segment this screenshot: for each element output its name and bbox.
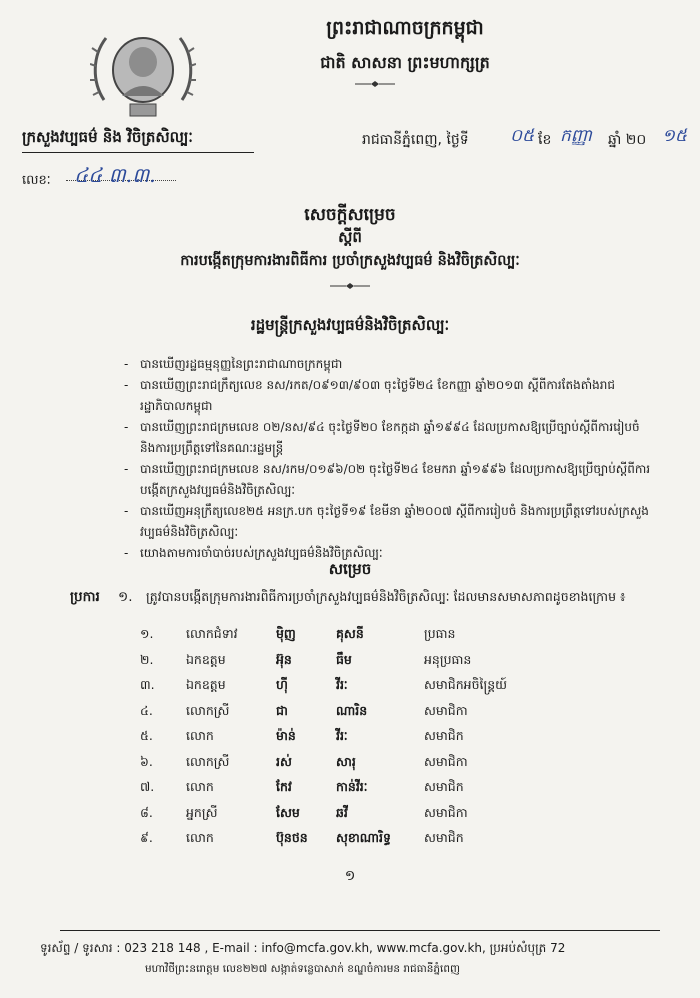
member-given-name: កាន់វីរៈ [336, 779, 368, 794]
ornament-divider [355, 80, 395, 88]
recital-item: - បានឃើញព្រះរាជក្រមលេខ នស/រកម/០១៩៦/០២ ចុះថ្ងៃទី២៤ ខែមករា ឆ្នាំ១៩៩៦ ដែលប្រកាសឱ្យប្រើច្បាប់ស្តីពីការបង្កើតក្រសួងវប្បធម៌និងវិចិត្រសិល្បៈ [118, 459, 658, 501]
recital-item: - បានឃើញរដ្ឋធម្មនុញ្ញនៃព្រះរាជាណាចក្រកម្ពុជា [118, 354, 658, 375]
dateline [362, 130, 469, 151]
member-role: សមាជិក [424, 779, 464, 794]
member-number: ២. [140, 651, 154, 667]
article-number: ១. [118, 589, 133, 605]
decision-subtitle: ស្តីពី [338, 228, 362, 246]
member-family-name: ជា [276, 702, 288, 718]
decides-heading: សម្រេច [328, 560, 372, 578]
recital-item: - បានឃើញព្រះរាជក្រមលេខ ០២/នស/៩៤ ចុះថ្ងៃទី២០ ខែកក្កដា ឆ្នាំ១៩៩៤ ដែលប្រកាសឱ្យប្រើច្បាប់ស្តីពីការរៀបចំ និងការប្រព្រឹត្តទៅនៃគណៈរដ្ឋមន្ត្រី [118, 417, 658, 459]
article-text: ត្រូវបានបង្កើតក្រុមការងារពិធីការប្រចាំក្រសួងវប្បធម៌និងវិចិត្រសិល្បៈ ដែលមានសមាសភាពដូចខាងក្រោម ៖ [146, 589, 626, 604]
member-family-name: កែវ [276, 779, 292, 794]
member-number: ៦. [140, 753, 153, 769]
member-title: លោកស្រី [186, 702, 230, 718]
page-number: ១ [344, 868, 356, 884]
minister-heading: រដ្ឋមន្ត្រីក្រសួងវប្បធម៌និងវិចិត្រសិល្បៈ [250, 316, 450, 334]
member-given-name: សុខាណារិទ្ធ [336, 830, 391, 845]
date-year-suffix: ១៥ [662, 126, 687, 146]
member-family-name: ម៉ិញ [276, 626, 296, 641]
member-role: សមាជិកា [424, 753, 468, 769]
member-title: ឯកឧត្តម [186, 651, 226, 667]
national-motto: ជាតិ សាសនា ព្រះមហាក្សត្រ [320, 53, 490, 72]
member-number: ៧. [140, 779, 155, 794]
article-label: ប្រការ [70, 589, 100, 605]
member-title: លោក [186, 830, 214, 845]
member-number: ៩. [140, 830, 153, 845]
member-role: សមាជិកា [424, 804, 468, 820]
member-number: ១. [140, 626, 154, 641]
member-number: ៤. [140, 702, 153, 718]
date-year-label: ឆ្នាំ ២០ [608, 132, 647, 148]
footer-rule [60, 930, 660, 931]
member-family-name: អ៊ុន [276, 651, 292, 667]
ministry-name: ក្រសួងវប្បធម៌ និង វិចិត្រសិល្បៈ [22, 128, 193, 146]
member-given-name: សារុ [336, 753, 356, 769]
recital-item: - យោងតាមការចាំបាច់របស់ក្រសួងវប្បធម៌និងវិចិត្រសិល្បៈ [118, 543, 658, 564]
recital-item: - បានឃើញព្រះរាជក្រឹត្យលេខ នស/រកត/០៩១៣/៩០៣ ចុះថ្ងៃទី២៤ ខែកញ្ញា ឆ្នាំ២០១៣ ស្តីពីការតែងតាំងរាជរដ្ឋាភិបាលកម្ពុជា [118, 375, 658, 417]
member-title: ឯកឧត្តម [186, 677, 226, 692]
date-place: រាជធានីភ្នំពេញ, ថ្ងៃទី [362, 132, 469, 148]
member-given-name: ឆវី [336, 804, 348, 820]
member-role: សមាជិកា [424, 702, 468, 718]
member-role: សមាជិក [424, 830, 464, 845]
member-given-name: វីរៈ [336, 677, 348, 692]
member-given-name: ធឹម [336, 651, 352, 667]
member-role: សមាជិកអចិន្ត្រៃយ៍ [424, 677, 508, 692]
member-given-name: វីរៈ [336, 728, 348, 743]
member-role: ប្រធាន [424, 626, 456, 641]
member-family-name: ប៊ុនថន [276, 830, 308, 845]
member-title: លោក [186, 779, 214, 794]
decision-subject: ការបង្កើតក្រុមការងារពិធីការ ប្រចាំក្រសួងវប្បធម៌ និងវិចិត្រសិល្បៈ [180, 252, 520, 269]
footer-contact: ទូរស័ព្ទ / ទូរសារ : 023 218 148 , E-mail : info@mcfa.gov.kh, www.mcfa.gov.kh, ប្រអប់សំបុត្រ 72 [40, 941, 566, 955]
date-month: កញ្ញា [560, 126, 593, 146]
reference-number: ៤៤ ៣.៣. [74, 163, 156, 187]
kingdom-heading: ព្រះរាជាណាចក្រកម្ពុជា [326, 17, 484, 39]
ministry-emblem-seal [90, 22, 196, 124]
member-family-name: ហ៊ី [276, 677, 288, 692]
member-number: ៨. [140, 804, 153, 820]
member-title: លោកជំទាវ [186, 626, 238, 641]
member-title: លោក [186, 728, 214, 743]
member-given-name: គុសនី [336, 626, 364, 641]
recitals-list [118, 354, 658, 564]
member-title: អ្នកស្រី [186, 804, 218, 820]
recital-item: - បានឃើញអនុក្រឹត្យលេខ២៥ អនក្រ.បក ចុះថ្ងៃទី១៩ ខែមីនា ឆ្នាំ២០០៧ ស្តីពីការរៀបចំ និងការប្រព្រឹត្តទៅរបស់ក្រសួងវប្បធម៌និងវិចិត្រសិល្បៈ [118, 501, 658, 543]
member-title: លោកស្រី [186, 753, 230, 769]
member-role: សមាជិក [424, 728, 464, 743]
member-number: ៥. [140, 728, 153, 743]
member-number: ៣. [140, 677, 155, 692]
reference-label: លេខៈ [22, 173, 51, 188]
date-month-label: ខែ [538, 132, 552, 148]
member-family-name: ម៉ាន់ [276, 728, 296, 743]
ornament-divider [330, 282, 370, 290]
member-role: អនុប្រធាន [424, 651, 472, 667]
member-given-name: ណារិន [336, 702, 368, 718]
date-day: ០៥ [510, 126, 535, 146]
footer-address: មហាវិថីព្រះនរោត្តម លេខ២២៧ សង្កាត់ទន្លេបាសាក់ ខណ្ឌចំការមន រាជធានីភ្នំពេញ [145, 963, 461, 975]
member-family-name: សែម [276, 804, 300, 820]
ministry-underline [22, 152, 254, 153]
decision-title: សេចក្តីសម្រេច [304, 205, 396, 225]
member-family-name: រស់ [276, 753, 292, 769]
